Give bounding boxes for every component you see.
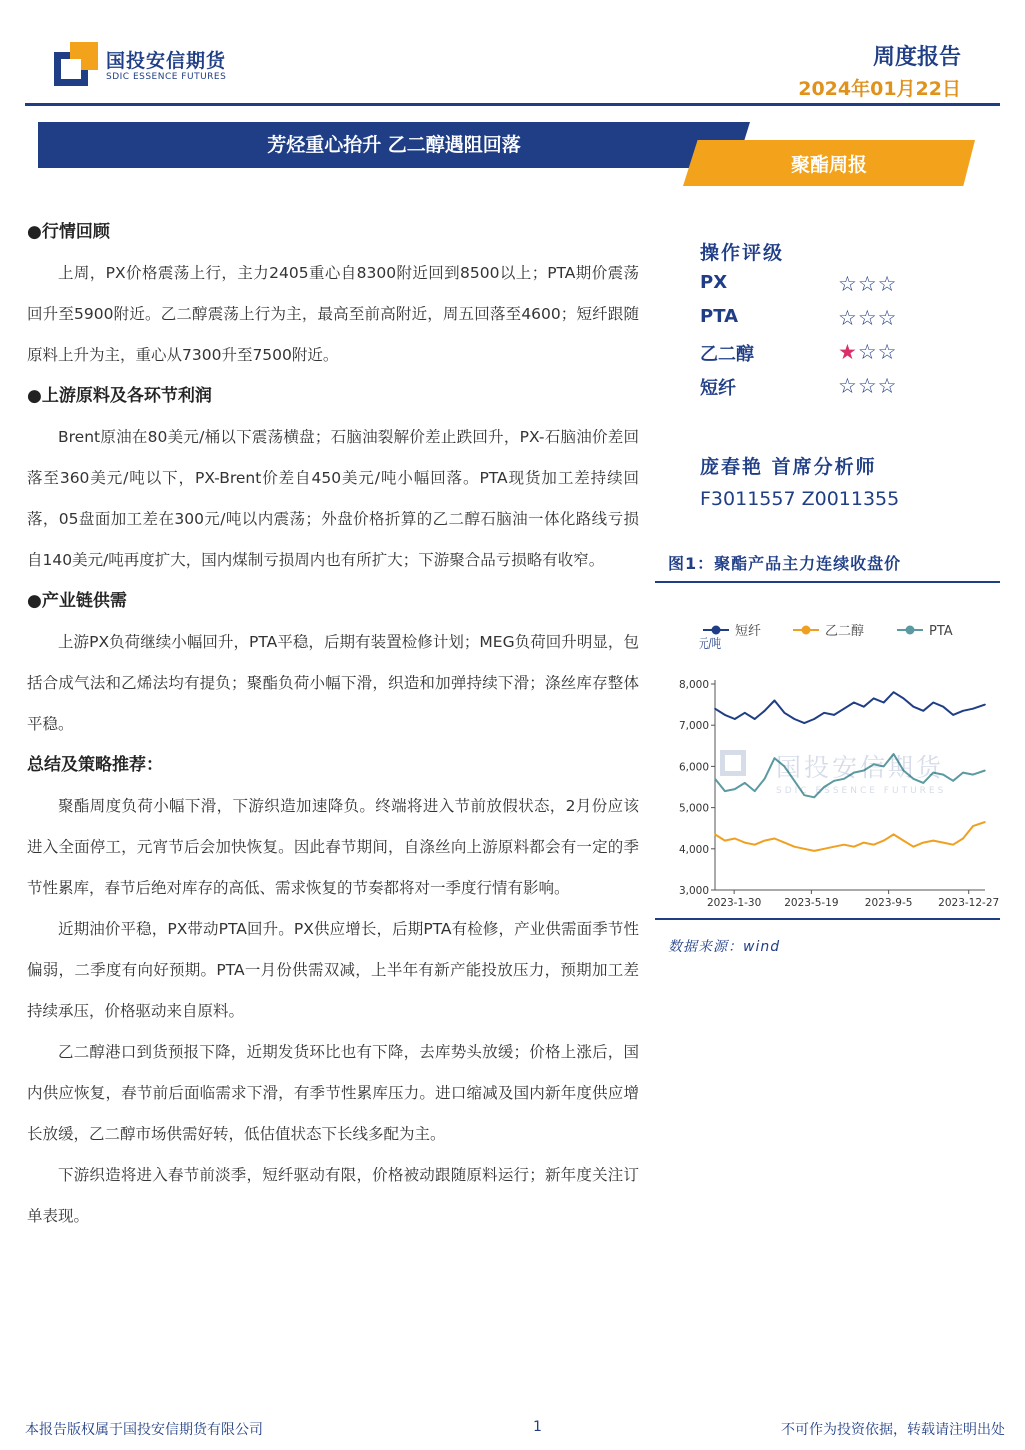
data-point: [932, 702, 934, 704]
paragraph: 下游织造将进入春节前淡季，短纤驱动有限，价格被动跟随原料运行；新年度关注订单表现。: [27, 1166, 639, 1225]
data-point: [853, 702, 855, 704]
data-point: [833, 846, 835, 848]
rating-stars: [838, 272, 897, 296]
legend-marker: [712, 626, 721, 635]
company-logo: [54, 42, 254, 88]
data-point: [764, 710, 766, 712]
data-point: [803, 848, 805, 850]
data-source: 数据来源：wind: [668, 939, 781, 955]
star-outline-icon: ☆☆☆: [838, 374, 898, 398]
data-point: [754, 844, 756, 846]
rating-row-psf: [700, 374, 915, 404]
rating-product: 乙二醇: [700, 344, 754, 365]
data-point: [774, 838, 776, 840]
data-point: [843, 708, 845, 710]
rating-product: PX: [700, 272, 728, 293]
report-tag: 聚酯周报: [790, 154, 867, 176]
figure-bottom-rule: [655, 918, 1000, 920]
data-point: [942, 842, 944, 844]
rating-row-px: [700, 272, 915, 302]
data-point: [863, 706, 865, 708]
rating-row-meg: [700, 340, 915, 370]
data-point: [784, 842, 786, 844]
data-point: [833, 714, 835, 716]
x-tick-label: 2023-12-27: [938, 897, 1000, 909]
data-point: [873, 844, 875, 846]
section-market-review: [27, 212, 639, 376]
data-point: [952, 714, 954, 716]
paragraph: 近期油价平稳，PX带动PTA回升。PX供应增长，后期PTA有检修，产业供需面季节性偏弱，二季度有向好预期。PTA一月份供需双减，上半年有新产能投放压力，预期加工差持续承压，价格驱动来自原料。: [27, 920, 639, 1020]
rating-product: 短纤: [700, 378, 736, 399]
data-point: [972, 708, 974, 710]
data-point: [863, 842, 865, 844]
rating-title: 操作评级: [700, 242, 785, 264]
data-point: [813, 850, 815, 852]
report-date: 2024年01月22日: [798, 78, 961, 100]
watermark-logo-icon: [720, 750, 746, 776]
data-point: [754, 718, 756, 720]
data-point: [883, 702, 885, 704]
watermark-text-cn: 国投安信期货: [776, 753, 945, 782]
data-point: [962, 710, 964, 712]
paragraph: 上周，PX价格震荡上行，主力2405重心自8300附近回到8500以上；PTA期价震荡回升至5900附近。乙二醇震荡上行为主，最高至前高附近，周五回落至4600；短纤跟随原料上升为主，重心从7300升至7500附近。: [27, 264, 639, 364]
data-point: [962, 838, 964, 840]
data-point: [714, 834, 716, 836]
y-tick-label: 7,000: [678, 720, 709, 733]
y-tick-label: 6,000: [678, 761, 709, 774]
legend-label: 短纤: [735, 624, 762, 639]
data-point: [744, 712, 746, 714]
logo-mark-icon: [54, 42, 98, 86]
data-point: [724, 840, 726, 842]
paragraph: 上游PX负荷继续小幅回升，PTA平稳，后期有装置检修计划；MEG负荷回升明显，包括合成气法和乙烯法均有提负；聚酯负荷小幅下滑，织造和加弹持续下滑；涤丝库存整体平稳。: [27, 633, 639, 733]
report-title: 芳烃重心抬升 乙二醇遇阻回落: [267, 134, 521, 156]
data-point: [984, 770, 986, 772]
section-supply-demand: [27, 581, 639, 745]
company-name-cn: 国投安信期货: [106, 50, 227, 72]
legend-label: 乙二醇: [825, 624, 865, 639]
y-axis-unit: 元/吨: [699, 637, 721, 652]
data-point: [774, 700, 776, 702]
section-heading: ●行情回顾: [27, 222, 110, 242]
data-point: [903, 840, 905, 842]
data-point: [724, 714, 726, 716]
paragraph: Brent原油在80美元/桶以下震荡横盘；石脑油裂解价差止跌回升，PX-石脑油价差回落至360美元/吨以下，PX-Brent价差自450美元/吨小幅回落。PTA现货加工差持续回落，05盘面加工差在300元/吨以内震荡；外盘价格折算的乙二醇石脑油一体化路线亏损自140美元/吨再度扩大，国内煤制亏损周内也有所扩大；下游聚合品亏损略有收窄。: [27, 428, 639, 569]
data-point: [764, 840, 766, 842]
figure-top-rule: [655, 581, 1000, 583]
watermark: [720, 748, 980, 802]
y-tick-label: 8,000: [678, 679, 709, 691]
series-line: [715, 822, 985, 851]
main-content: [27, 212, 639, 1237]
watermark-text-en: SDIC ESSENCE FUTURES: [776, 786, 947, 796]
data-point: [873, 698, 875, 700]
data-point: [734, 718, 736, 720]
data-point: [913, 846, 915, 848]
x-tick-label: 2023-1-30: [706, 897, 762, 909]
report-type: 周度报告: [872, 45, 961, 70]
data-point: [923, 842, 925, 844]
data-point: [794, 846, 796, 848]
section-heading: 总结及策略推荐：: [27, 755, 163, 775]
data-point: [952, 844, 954, 846]
data-point: [913, 706, 915, 708]
paragraph: 聚酯周度负荷小幅下滑，下游织造加速降负。终端将进入节前放假状态，2月份应该进入全面停工，元宵节后会加快恢复。因此春节期间，自涤丝向上游原料都会有一定的季节性累库，春节后绝对库存的高低、需求恢复的节奏都将对一季度行情有影响。: [27, 797, 639, 897]
footer-copyright: 本报告版权属于国投安信期货有限公司: [25, 1422, 263, 1438]
x-tick-label: 2023-5-19: [784, 897, 839, 909]
data-point: [784, 712, 786, 714]
x-tick-label: 2023-9-5: [864, 897, 913, 909]
legend-marker: [802, 626, 811, 635]
legend-label: PTA: [929, 624, 953, 639]
data-point: [984, 821, 986, 823]
figure-title: 图1：聚酯产品主力连续收盘价: [668, 554, 902, 573]
section-summary-strategy: [27, 745, 639, 1237]
section-heading: ●上游原料及各环节利润: [27, 386, 212, 406]
footer-disclaimer: 不可作为投资依据，转载请注明出处: [781, 1422, 1005, 1438]
data-point: [823, 848, 825, 850]
star-filled-icon: ★: [838, 340, 858, 364]
data-point: [744, 842, 746, 844]
section-upstream-profit: [27, 376, 639, 581]
data-point: [923, 710, 925, 712]
data-point: [714, 708, 716, 710]
data-point: [932, 840, 934, 842]
rating-stars: [838, 340, 897, 364]
y-tick-label: 3,000: [678, 885, 709, 897]
star-outline-icon: ☆☆: [857, 340, 898, 364]
data-point: [803, 722, 805, 724]
company-name-en: SDIC ESSENCE FUTURES: [106, 72, 227, 82]
data-point: [893, 834, 895, 836]
data-point: [883, 840, 885, 842]
data-point: [903, 698, 905, 700]
data-point: [843, 844, 845, 846]
legend-marker: [906, 626, 915, 635]
analyst-license: F3011557 Z0011355: [700, 488, 900, 510]
series-line: [715, 692, 985, 723]
y-tick-label: 4,000: [678, 843, 709, 856]
data-point: [813, 718, 815, 720]
rating-product: PTA: [700, 306, 739, 327]
data-point: [893, 691, 895, 693]
rating-stars: [838, 306, 897, 330]
data-point: [942, 706, 944, 708]
star-outline-icon: ☆☆☆: [838, 272, 898, 296]
rating-row-pta: [700, 306, 915, 336]
data-point: [714, 778, 716, 780]
paragraph: 乙二醇港口到货预报下降，近期发货环比也有下降，去库势头放缓；价格上涨后，国内供应恢复，春节前后面临需求下滑，有季节性累库压力。进口缩减及国内新年度供应增长放缓，乙二醇市场供需好转，低估值状态下长线多配为主。: [27, 1043, 639, 1143]
section-heading: ●产业链供需: [27, 591, 127, 611]
data-point: [794, 718, 796, 720]
data-point: [823, 712, 825, 714]
rating-stars: [838, 374, 897, 398]
star-outline-icon: ☆☆☆: [838, 306, 898, 330]
data-point: [972, 825, 974, 827]
analyst-name: 庞春艳 首席分析师: [700, 456, 877, 478]
data-point: [853, 846, 855, 848]
data-point: [734, 838, 736, 840]
page-number: 1: [533, 1419, 542, 1435]
y-tick-label: 5,000: [678, 802, 709, 815]
data-point: [984, 704, 986, 706]
header-divider: [25, 103, 1000, 106]
